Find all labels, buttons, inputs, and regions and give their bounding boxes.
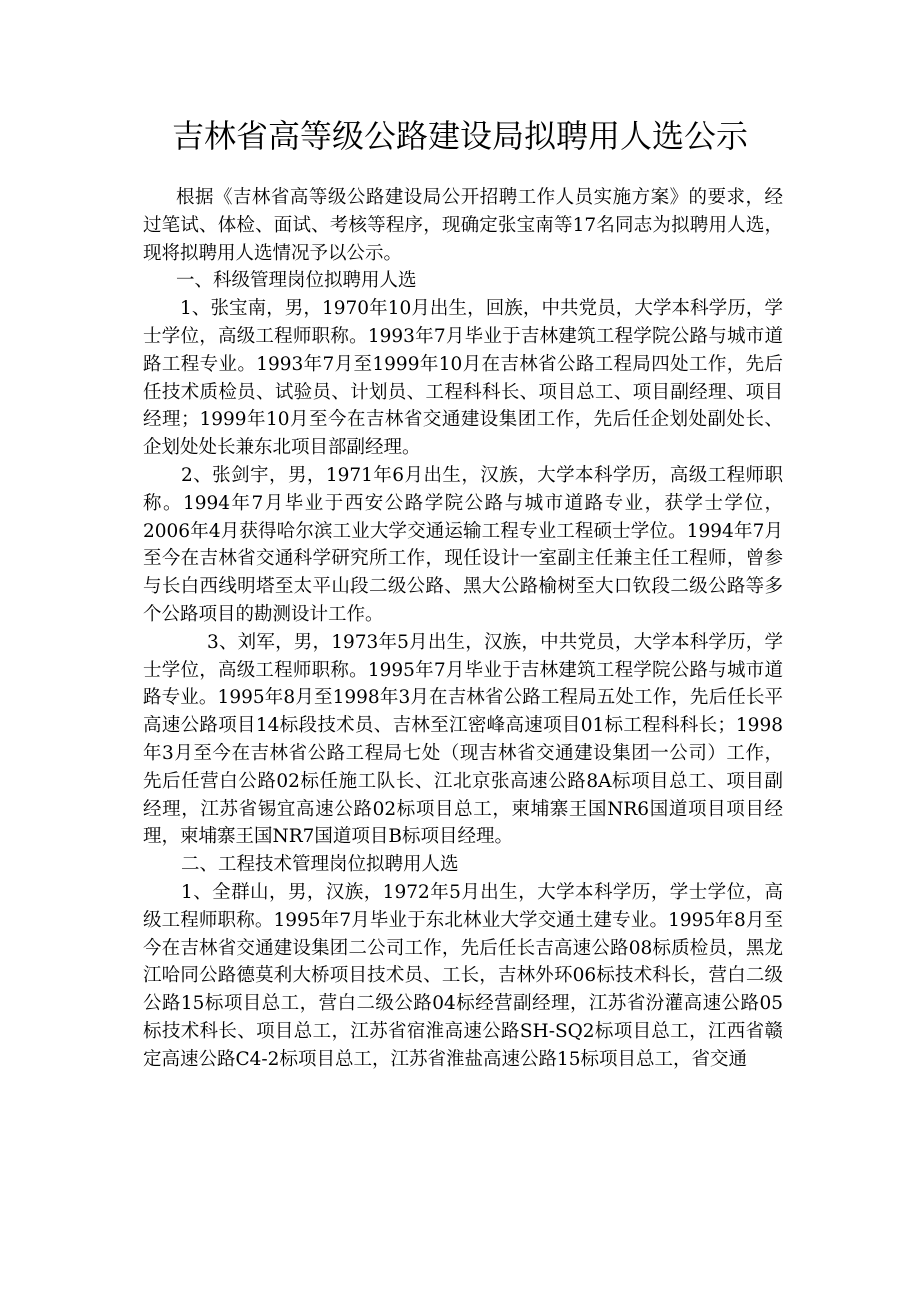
- document-body: [143, 184, 783, 1074]
- document-title: 吉林省高等级公路建设局拟聘用人选公示: [171, 117, 748, 155]
- section-heading-2: 二、工程技术管理岗位拟聘用人选: [181, 854, 459, 876]
- candidate-paragraph-s2-1: 1、全群山，男，汉族，1972年5月出生，大学本科学历，学士学位，高级工程师职称。1995年7月毕业于东北林业大学交通土建专业。1995年8月至今在吉林省交通建设集团二公司工作，先后任长吉高速公路08标质检员，黑龙江哈同公路德莫利大桥项目技术员、工长，吉林外环06标技术科长，营白二级公路15标项目总工，营白二级公路04标经营副经理，江苏省汾灌高速公路05标技术科长、项目总工，江苏省宿淮高速公路SH-SQ2标项目总工，江西省赣定高速公路C4-2标项目总工，江苏省淮盐高速公路15标项目总工，省交通: [143, 881, 783, 1070]
- section-heading-1: 一、科级管理岗位拟聘用人选: [176, 270, 417, 292]
- candidate-paragraph-s1-1: 1、张宝南，男，1970年10月出生，回族，中共党员，大学本科学历，学士学位，高级工程师职称。1993年7月毕业于吉林建筑工程学院公路与城市道路工程专业。1993年7月至1999年10月在吉林省公路工程局四处工作，先后任技术质检员、试验员、计划员、工程科科长、项目总工、项目副经理、项目经理；1999年10月至今在吉林省交通建设集团工作，先后任企划处副处长、企划处处长兼东北项目部副经理。: [143, 298, 783, 459]
- candidate-paragraph-s1-3: 3、刘军，男，1973年5月出生，汉族，中共党员，大学本科学历，学士学位，高级工程师职称。1995年7月毕业于吉林建筑工程学院公路与城市道路专业。1995年8月至1998年3月在吉林省公路工程局五处工作，先后任长平高速公路项目14标段技术员、吉林至江密峰高速项目01标工程科科长；1998年3月至今在吉林省公路工程局七处（现吉林省交通建设集团一公司）工作，先后任营白公路02标任施工队长、江北京张高速公路8A标项目总工、项目副经理，江苏省锡宜高速公路02标项目总工，柬埔寨王国NR6国道项目项目经理，柬埔寨王国NR7国道项目B标项目经理。: [143, 631, 783, 848]
- candidate-paragraph-s1-2: 2、张剑宇，男，1971年6月出生，汉族，大学本科学历，高级工程师职称。1994年7月毕业于西安公路学院公路与城市道路专业，获学士学位，2006年4月获得哈尔滨工业大学交通运输工程专业工程硕士学位。1994年7月至今在吉林省交通科学研究所工作，现任设计一室副主任兼主任工程师，曾参与长白西线明塔至太平山段二级公路、黑大公路榆树至大口钦段二级公路等多个公路项目的勘测设计工作。: [143, 464, 783, 625]
- intro-paragraph: 根据《吉林省高等级公路建设局公开招聘工作人员实施方案》的要求，经过笔试、体检、面试、考核等程序，现确定张宝南等17名同志为拟聘用人选，现将拟聘用人选情况予以公示。: [143, 187, 783, 264]
